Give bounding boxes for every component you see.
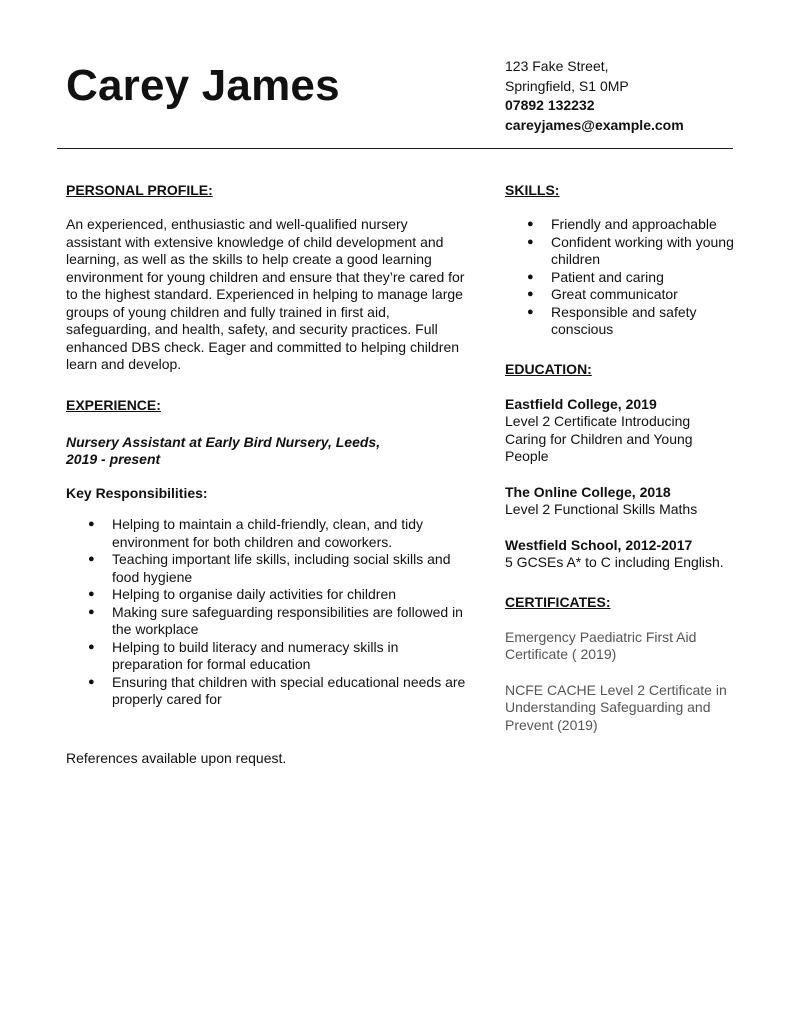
experience-heading: EXPERIENCE: bbox=[66, 396, 161, 413]
bullet-icon: ● bbox=[88, 640, 95, 653]
skills-list bbox=[505, 216, 735, 339]
skills-heading: SKILLS: bbox=[505, 182, 560, 198]
list-item: ● Making sure safeguarding responsibilities are followed in the workplace bbox=[88, 603, 463, 637]
email-address: careyjames@example.com bbox=[505, 116, 684, 133]
responsibilities-list bbox=[66, 516, 466, 709]
list-item: ● Helping to build literacy and numeracy skills in preparation for formal education bbox=[88, 638, 399, 672]
education-detail: 5 GCSEs A* to C including English. bbox=[505, 554, 724, 570]
list-item: ● Great communicator bbox=[527, 286, 678, 302]
right-column bbox=[505, 181, 735, 734]
references-note: References available upon request. bbox=[66, 749, 287, 766]
responsibilities-label: Key Responsibilities: bbox=[66, 484, 208, 501]
left-column bbox=[66, 181, 466, 767]
bullet-icon: ● bbox=[527, 235, 534, 248]
bullet-icon: ● bbox=[88, 605, 95, 618]
list-item: ● Helping to organise daily activities for children bbox=[88, 586, 397, 602]
job-title-line-2: 2019 - present bbox=[66, 451, 161, 467]
bullet-icon: ● bbox=[88, 518, 95, 530]
address-line-1: 123 Fake Street, bbox=[505, 58, 609, 74]
bullet-icon: ● bbox=[527, 218, 534, 230]
bullet-icon: ● bbox=[88, 588, 95, 600]
job-title bbox=[66, 434, 466, 469]
list-item: ● Teaching important life skills, including social skills and food hygiene bbox=[88, 551, 451, 585]
bullet-icon: ● bbox=[88, 675, 95, 688]
address-line-2: Springfield, S1 0MP bbox=[505, 77, 629, 94]
education-entry bbox=[505, 396, 735, 466]
list-item: ● Ensuring that children with special educational needs are properly cared for bbox=[88, 673, 466, 707]
certificate-item: NCFE CACHE Level 2 Certificate in Understanding Safeguarding and Prevent (2019) bbox=[505, 681, 727, 733]
profile-text: An experienced, enthusiastic and well-qualified nursery assistant with extensive knowledge of child development and learning, as well as the skills to help create a good learning environment for young children and ensure that they’re cared for to the highest standard. Experienced in helping to manage large groups of young children and fully trained in first aid, safeguarding, and health, safety, and security practices. Full enhanced DBS check. Eager and committed to helping children learn and develop. bbox=[66, 216, 465, 372]
education-entry bbox=[505, 537, 735, 572]
bullet-icon: ● bbox=[527, 270, 534, 283]
candidate-name: Carey James bbox=[66, 61, 340, 110]
bullet-icon: ● bbox=[527, 288, 534, 300]
education-detail: Level 2 Functional Skills Maths bbox=[505, 501, 698, 517]
list-item: ● Friendly and approachable bbox=[527, 216, 717, 232]
list-item: ● Patient and caring bbox=[527, 268, 664, 285]
education-detail: Level 2 Certificate Introducing Caring for Children and Young People bbox=[505, 413, 693, 464]
bullet-icon: ● bbox=[88, 553, 95, 565]
bullet-icon: ● bbox=[527, 305, 534, 318]
phone-number: 07892 132232 bbox=[505, 97, 595, 113]
job-title-line-1: Nursery Assistant at Early Bird Nursery, Leeds, bbox=[66, 433, 381, 450]
list-item: ● Responsible and safety conscious bbox=[527, 303, 697, 337]
list-item: ● Helping to maintain a child-friendly, clean, and tidy environment for both children and coworkers. bbox=[88, 516, 424, 550]
education-entry bbox=[505, 484, 735, 519]
contact-block bbox=[505, 57, 775, 135]
profile-heading: PERSONAL PROFILE: bbox=[66, 182, 213, 198]
header-divider bbox=[57, 148, 733, 149]
certificate-item: Emergency Paediatric First Aid Certificate ( 2019) bbox=[505, 628, 697, 662]
list-item: ● Confident working with young children bbox=[527, 233, 734, 267]
education-school: Westfield School, 2012-2017 bbox=[505, 536, 693, 553]
education-school: The Online College, 2018 bbox=[505, 483, 671, 500]
education-heading: EDUCATION: bbox=[505, 360, 592, 377]
certificates-heading: CERTIFICATES: bbox=[505, 593, 611, 610]
education-school: Eastfield College, 2019 bbox=[505, 395, 657, 412]
